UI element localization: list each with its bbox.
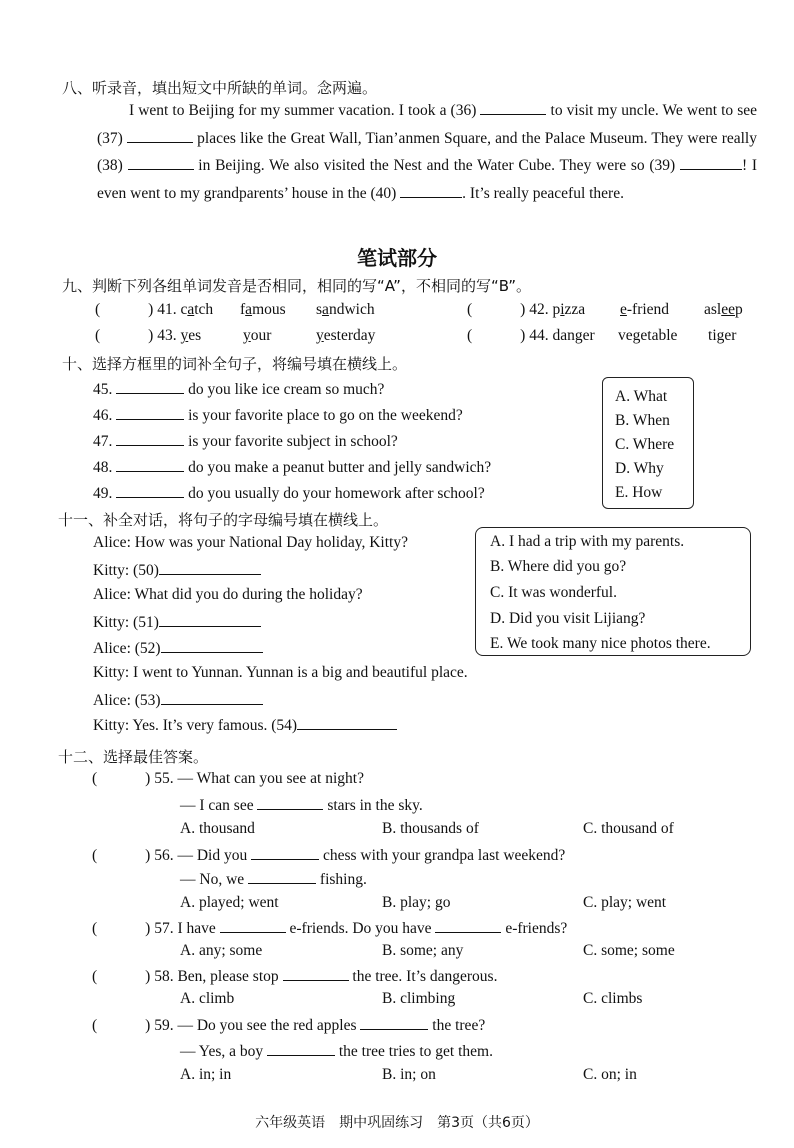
question-48 <box>93 457 491 477</box>
question-number: 49. <box>93 485 113 502</box>
dialogue-line: Alice: What did you do during the holiday? <box>93 586 363 603</box>
choice-option: E. How <box>615 484 663 501</box>
passage-part: to visit my uncle. We went to see (37) <box>97 102 757 147</box>
answer-blank[interactable] <box>248 869 316 884</box>
question-41 <box>95 301 213 319</box>
question-number: 59. <box>154 1017 174 1034</box>
question-text: the tree. It’s dangerous. <box>352 968 498 985</box>
word: asleep <box>704 301 743 318</box>
answer-parentheses[interactable]: ( ) <box>467 301 526 318</box>
answer-blank[interactable] <box>116 457 184 472</box>
word: your <box>243 327 272 344</box>
question-text: e-friends. Do you have <box>289 920 432 937</box>
choice-option: A. I had a trip with my parents. <box>490 533 685 550</box>
question-text: I have <box>177 920 216 937</box>
choice-option: D. Why <box>615 460 664 477</box>
written-part-title: 笔试部分 <box>357 246 437 270</box>
answer-blank-40[interactable] <box>400 183 462 198</box>
word: catch <box>180 301 214 318</box>
section-12-heading: 十二、选择最佳答案。 <box>58 748 209 766</box>
option-b[interactable]: B. in; on <box>382 1066 436 1083</box>
question-number: 48. <box>93 459 113 476</box>
answer-blank[interactable] <box>116 483 184 498</box>
question-number: 41. <box>157 301 177 318</box>
dialogue-line: Alice: How was your National Day holiday, Kitty? <box>93 534 408 551</box>
choice-option: B. When <box>615 412 670 429</box>
question-text: do you make a peanut butter and jelly sandwich? <box>188 459 492 476</box>
word-choice-box <box>602 377 694 509</box>
question-text: do you usually do your homework after school? <box>188 485 485 502</box>
passage-part: . It’s really peaceful there. <box>462 184 624 202</box>
question-text: is your favorite subject in school? <box>188 433 398 450</box>
answer-blank[interactable] <box>116 431 184 446</box>
page-footer: 六年级英语 期中巩固练习 第3页（共6页） <box>255 1115 539 1131</box>
question-text: do you like ice cream so much? <box>188 381 385 398</box>
choice-option: C. Where <box>615 436 675 453</box>
question-45 <box>93 379 384 399</box>
answer-parentheses[interactable]: ( ) <box>95 327 154 344</box>
answer-parentheses[interactable]: ( ) <box>467 327 526 344</box>
choice-option: D. Did you visit Lijiang? <box>490 610 646 627</box>
word: yes <box>180 327 202 344</box>
word: pizza <box>552 301 586 318</box>
word: yesterday <box>316 327 376 344</box>
option-c[interactable]: C. on; in <box>583 1066 637 1083</box>
answer-blank-50[interactable] <box>159 560 261 575</box>
word: vegetable <box>618 327 678 344</box>
dialogue-line: Alice: (52) <box>93 638 263 658</box>
question-number: 45. <box>93 381 113 398</box>
answer-blank-51[interactable] <box>159 612 261 627</box>
answer-blank-53[interactable] <box>161 690 263 705</box>
answer-parentheses[interactable]: ( ) <box>92 770 151 787</box>
question-line: — No, we fishing. <box>180 871 367 888</box>
passage-part: ! I even went to my grandparents’ house in the (40) <box>97 157 758 202</box>
answer-blank-37[interactable] <box>127 128 193 143</box>
option-b[interactable]: B. some; any <box>382 942 464 959</box>
answer-blank-38[interactable] <box>128 155 194 170</box>
option-a[interactable]: A. thousand <box>180 820 255 837</box>
option-a[interactable]: A. any; some <box>180 942 263 959</box>
question-59 <box>92 1015 485 1035</box>
sentence-choice-box <box>475 527 751 656</box>
question-44 <box>467 327 595 345</box>
option-a[interactable]: A. climb <box>180 990 235 1007</box>
answer-blank[interactable] <box>360 1015 428 1030</box>
question-57 <box>92 918 567 938</box>
choice-option: A. What <box>615 388 668 405</box>
dialogue-line: Kitty: I went to Yunnan. Yunnan is a big and beautiful place. <box>93 664 468 681</box>
answer-parentheses[interactable]: ( ) <box>92 968 151 985</box>
answer-blank[interactable] <box>267 1041 335 1056</box>
answer-blank-52[interactable] <box>161 638 263 653</box>
option-c[interactable]: C. some; some <box>583 942 675 959</box>
answer-blank-39[interactable] <box>680 155 742 170</box>
word: tiger <box>708 327 737 344</box>
question-55 <box>92 770 364 788</box>
question-56 <box>92 845 565 865</box>
section-9-heading: 九、判断下列各组单词发音是否相同，相同的写“A”，不相同的写“B”。 <box>62 277 531 295</box>
word: famous <box>240 301 286 318</box>
question-text: is your favorite place to go on the weekend? <box>188 407 463 424</box>
answer-blank[interactable] <box>435 918 501 933</box>
passage-part: places like the Great Wall, Tian’anmen Square, and the Palace Museum. They were really (38) <box>97 129 757 174</box>
section-10-heading: 十、选择方框里的词补全句子，将编号填在横线上。 <box>62 355 408 373</box>
section-8-heading: 八、听录音，填出短文中所缺的单词。念两遍。 <box>62 79 378 97</box>
option-a[interactable]: A. in; in <box>180 1066 232 1083</box>
answer-blank[interactable] <box>283 966 349 981</box>
question-text: — What can you see at night? <box>177 770 364 787</box>
question-49 <box>93 483 485 503</box>
answer-blank[interactable] <box>116 405 184 420</box>
question-text: chess with your grandpa last weekend? <box>322 847 566 864</box>
question-43 <box>95 327 201 345</box>
answer-blank[interactable] <box>220 918 286 933</box>
question-text: Ben, please stop <box>177 968 279 985</box>
question-number: 43. <box>157 327 177 344</box>
option-a[interactable]: A. played; went <box>180 894 279 911</box>
question-line: — Yes, a boy the tree tries to get them. <box>180 1043 493 1060</box>
answer-parentheses[interactable]: ( ) <box>92 847 151 864</box>
answer-blank[interactable] <box>251 845 319 860</box>
question-number: 42. <box>529 301 549 318</box>
answer-parentheses[interactable]: ( ) <box>92 920 151 937</box>
option-c[interactable]: C. climbs <box>583 990 643 1007</box>
passage-part: in Beijing. We also visited the Nest and the Water Cube. They were so (39) <box>198 157 676 174</box>
word: sandwich <box>316 301 375 318</box>
option-c[interactable]: C. thousand of <box>583 820 674 837</box>
question-number: 58. <box>154 968 174 985</box>
question-text: — Do you see the red apples <box>177 1017 357 1034</box>
question-number: 55. <box>154 770 174 787</box>
dialogue-line: Kitty: Yes. It’s very famous. (54) <box>93 715 397 735</box>
question-number: 56. <box>154 847 174 864</box>
question-text: e-friends? <box>505 920 568 937</box>
answer-blank[interactable] <box>257 795 323 810</box>
dialogue-line: Kitty: (51) <box>93 612 261 632</box>
passage-part: I went to Beijing for my summer vacation. I took a (36) <box>129 102 477 119</box>
word: e-friend <box>620 301 670 318</box>
answer-blank-54[interactable] <box>297 715 397 730</box>
answer-blank-36[interactable] <box>480 100 546 115</box>
question-42 <box>467 301 585 319</box>
question-number: 46. <box>93 407 113 424</box>
option-b[interactable]: B. play; go <box>382 894 451 911</box>
section-11-heading: 十一、补全对话，将句子的字母编号填在横线上。 <box>58 511 389 529</box>
choice-option: E. We took many nice photos there. <box>490 635 711 652</box>
answer-parentheses[interactable]: ( ) <box>92 1017 151 1034</box>
option-b[interactable]: B. thousands of <box>382 820 479 837</box>
section-8-passage <box>97 97 757 207</box>
question-number: 47. <box>93 433 113 450</box>
choice-option: C. It was wonderful. <box>490 584 617 601</box>
answer-blank[interactable] <box>116 379 184 394</box>
question-text: — Did you <box>177 847 248 864</box>
question-number: 44. <box>529 327 549 344</box>
question-46 <box>93 405 463 425</box>
dialogue-line: Alice: (53) <box>93 690 263 710</box>
question-number: 57. <box>154 920 174 937</box>
question-line: — I can see stars in the sky. <box>180 797 423 814</box>
answer-parentheses[interactable]: ( ) <box>95 301 154 318</box>
question-47 <box>93 431 398 451</box>
choice-option: B. Where did you go? <box>490 558 627 575</box>
question-text: the tree? <box>432 1017 486 1034</box>
option-b[interactable]: B. climbing <box>382 990 456 1007</box>
question-58 <box>92 966 497 986</box>
dialogue-line: Kitty: (50) <box>93 560 261 580</box>
option-c[interactable]: C. play; went <box>583 894 667 911</box>
word: danger <box>552 327 595 344</box>
